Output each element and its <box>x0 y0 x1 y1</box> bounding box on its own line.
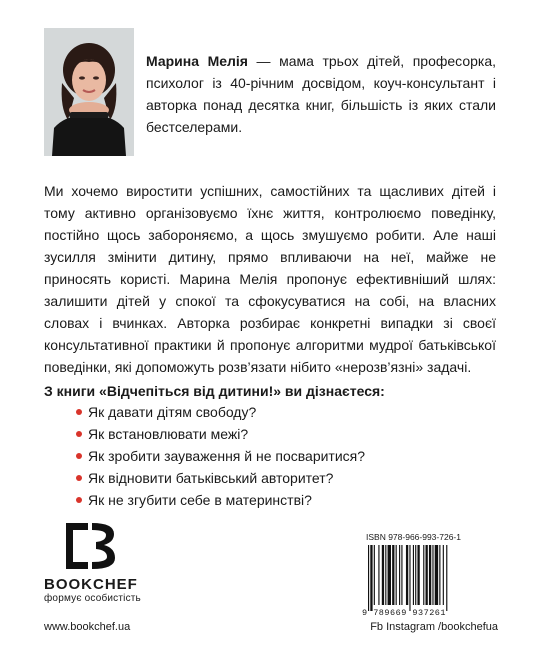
book-description: Ми хочемо виростити успішних, самостійних та щасливих дітей і тому активно організовуємо їхнє життя, контролюємо поведінку, постійно щось забороняємо, а щось змушуємо робити. Але наші зусилля змінити дитину, прямо впливаючи на неї, майже не приносять користі. Марина Мелія пропонує ефективніший шлях: залишити дітей у спокої та сфокусуватися на собі, на власних словах і вчинках. Авторка розбирає конкретні випадки зі своєї консультативної практики й пропонує алгоритми мудрої батьківської поведінки, які допоможуть розв’язати нібито «нерозв’язні» задачі. <box>44 183 496 375</box>
barcode-bar <box>435 545 438 605</box>
author-bio <box>146 50 496 138</box>
list-item-text: Як не згубити себе в материнстві? <box>88 492 312 508</box>
list-item <box>76 467 365 489</box>
publisher-website[interactable]: www.bookchef.ua <box>44 621 131 633</box>
barcode-bar <box>382 545 384 605</box>
barcode-bar <box>423 545 424 605</box>
barcode-bar <box>399 545 400 605</box>
barcode-bar <box>426 545 428 605</box>
barcode-icon <box>362 545 492 611</box>
list-item <box>76 489 365 511</box>
bullet-icon <box>76 409 82 415</box>
publisher-name: BOOKCHEF <box>44 576 138 593</box>
barcode-bar <box>378 545 379 605</box>
publisher-tagline: формує особистість <box>44 593 141 604</box>
author-bio-text: — мама трьох дітей, професорка, психолог із 40-річним досвідом, коуч-консультант і авторка понад десятка книг, більшість із яких стали бестселерами. <box>146 53 497 135</box>
barcode-bar <box>439 545 440 605</box>
bullet-icon <box>76 475 82 481</box>
barcode-bar <box>429 545 431 605</box>
barcode-bar <box>385 545 386 605</box>
barcode-bar <box>409 545 410 611</box>
barcode-bar <box>443 545 444 605</box>
author-portrait-image <box>44 28 134 156</box>
barcode-bar <box>432 545 433 605</box>
barcode-bar <box>392 545 394 605</box>
bullet-icon <box>76 453 82 459</box>
list-item <box>76 423 365 445</box>
list-item-text: Як відновити батьківський авторитет? <box>88 470 334 486</box>
list-item-text: Як встановлювати межі? <box>88 426 249 442</box>
barcode-bar <box>388 545 391 605</box>
learn-heading: З книги «Відчепіться від дитини!» ви дізнаєтеся: <box>44 383 385 399</box>
barcode-bar <box>396 545 397 605</box>
bullet-icon <box>76 431 82 437</box>
barcode-bar <box>401 545 402 605</box>
list-item <box>76 445 365 467</box>
barcode-bar <box>415 545 416 605</box>
barcode-digits: 9 789669 937261 <box>362 608 447 618</box>
bullet-icon <box>76 497 82 503</box>
publisher-social[interactable]: Fb Instagram /bookchefua <box>370 621 498 633</box>
barcode-bar <box>413 545 414 605</box>
bookchef-logo-icon <box>62 520 118 572</box>
list-item-text: Як зробити зауваження й не посваритися? <box>88 448 366 464</box>
learn-list <box>76 401 365 511</box>
list-item <box>76 401 365 423</box>
isbn-label: ISBN 978-966-993-726-1 <box>366 532 461 542</box>
barcode-bar <box>417 545 419 605</box>
barcode-bar <box>368 545 369 611</box>
barcode-bar <box>446 545 447 611</box>
barcode-bar <box>370 545 372 611</box>
author-name: Марина Мелія <box>146 53 248 69</box>
barcode-bar <box>374 545 375 605</box>
author-photo <box>44 28 134 156</box>
barcode-bar <box>406 545 408 605</box>
list-item-text: Як давати дітям свободу? <box>88 404 257 420</box>
